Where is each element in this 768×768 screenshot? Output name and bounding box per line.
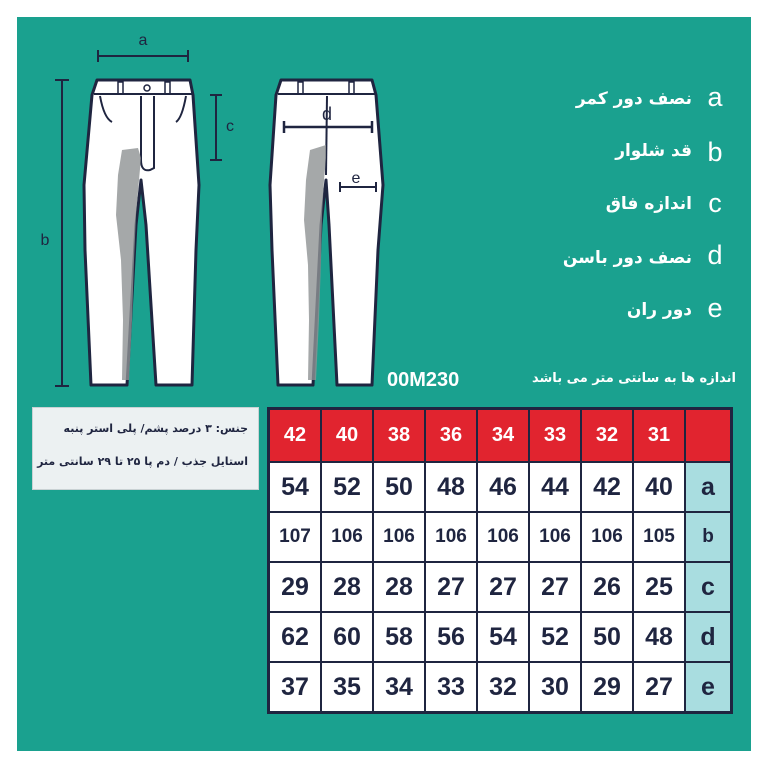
value-cell: 30: [529, 662, 581, 713]
legend-text-thigh: دور ران: [626, 300, 692, 320]
label-c: c: [226, 118, 234, 135]
fabric-info-box: [32, 407, 259, 490]
value-cell: 54: [477, 612, 529, 662]
value-cell: 54: [269, 462, 322, 512]
value-cell: 33: [425, 662, 477, 713]
label-d: d: [321, 104, 333, 124]
value-cell: 27: [477, 562, 529, 612]
legend-letter-e: e: [707, 293, 723, 323]
value-cell: 40: [633, 462, 685, 512]
value-cell: 27: [425, 562, 477, 612]
value-cell: 50: [581, 612, 633, 662]
measure-b: [55, 80, 69, 386]
legend-letter-b: b: [707, 137, 723, 167]
value-cell: 48: [633, 612, 685, 662]
size-table: [267, 407, 733, 714]
legend-letter-a: a: [707, 82, 723, 112]
value-cell: 44: [529, 462, 581, 512]
table-row-b: [269, 512, 732, 562]
header-corner-cell: [685, 409, 732, 463]
value-cell: 28: [321, 562, 373, 612]
legend-text-rise: اندازه فاق: [605, 194, 692, 214]
legend-text-hip: نصف دور باسن: [562, 248, 692, 268]
size-cell: 31: [633, 409, 685, 463]
legend-text-waist: نصف دور کمر: [575, 89, 692, 109]
table-row-c: [269, 562, 732, 612]
value-cell: 35: [321, 662, 373, 713]
value-cell: 106: [581, 512, 633, 562]
table-row-e: [269, 662, 732, 713]
value-cell: 42: [581, 462, 633, 512]
table-row-d: [269, 612, 732, 662]
value-cell: 56: [425, 612, 477, 662]
value-cell: 34: [373, 662, 425, 713]
legend-letter-c: c: [708, 188, 722, 218]
value-cell: 107: [269, 512, 322, 562]
size-cell: 38: [373, 409, 425, 463]
value-cell: 46: [477, 462, 529, 512]
unit-note: اندازه ها به سانتی متر می باشد: [532, 371, 736, 386]
size-header-row: [269, 409, 732, 463]
value-cell: 48: [425, 462, 477, 512]
row-key-cell: c: [685, 562, 732, 612]
size-cell: 42: [269, 409, 322, 463]
legend-text-length: قد شلوار: [615, 141, 692, 161]
material-text: جنس: ۳ درصد پشم/ پلی استر پنبه: [63, 422, 248, 435]
value-cell: 62: [269, 612, 322, 662]
value-cell: 37: [269, 662, 322, 713]
measure-c: [210, 95, 222, 160]
value-cell: 60: [321, 612, 373, 662]
value-cell: 52: [529, 612, 581, 662]
label-b: b: [40, 232, 50, 249]
value-cell: 32: [477, 662, 529, 713]
measure-a: [98, 50, 188, 62]
model-code: 00M230: [387, 369, 460, 391]
size-cell: 34: [477, 409, 529, 463]
legend-letter-d: d: [707, 240, 723, 270]
value-cell: 106: [321, 512, 373, 562]
value-cell: 106: [373, 512, 425, 562]
size-cell: 33: [529, 409, 581, 463]
value-cell: 105: [633, 512, 685, 562]
value-cell: 27: [529, 562, 581, 612]
size-cell: 40: [321, 409, 373, 463]
value-cell: 58: [373, 612, 425, 662]
label-a: a: [138, 32, 148, 49]
row-key-cell: d: [685, 612, 732, 662]
value-cell: 50: [373, 462, 425, 512]
size-cell: 32: [581, 409, 633, 463]
value-cell: 29: [269, 562, 322, 612]
value-cell: 106: [477, 512, 529, 562]
row-key-cell: e: [685, 662, 732, 713]
row-key-cell: b: [685, 512, 732, 562]
front-pants-drawing: [84, 80, 199, 385]
value-cell: 25: [633, 562, 685, 612]
style-text: استایل جذب / دم پا ۲۵ تا ۲۹ سانتی متر: [37, 455, 248, 468]
value-cell: 106: [529, 512, 581, 562]
size-cell: 36: [425, 409, 477, 463]
value-cell: 106: [425, 512, 477, 562]
row-key-cell: a: [685, 462, 732, 512]
table-row-a: [269, 462, 732, 512]
value-cell: 29: [581, 662, 633, 713]
value-cell: 26: [581, 562, 633, 612]
value-cell: 52: [321, 462, 373, 512]
label-e: e: [351, 170, 361, 187]
value-cell: 27: [633, 662, 685, 713]
value-cell: 28: [373, 562, 425, 612]
